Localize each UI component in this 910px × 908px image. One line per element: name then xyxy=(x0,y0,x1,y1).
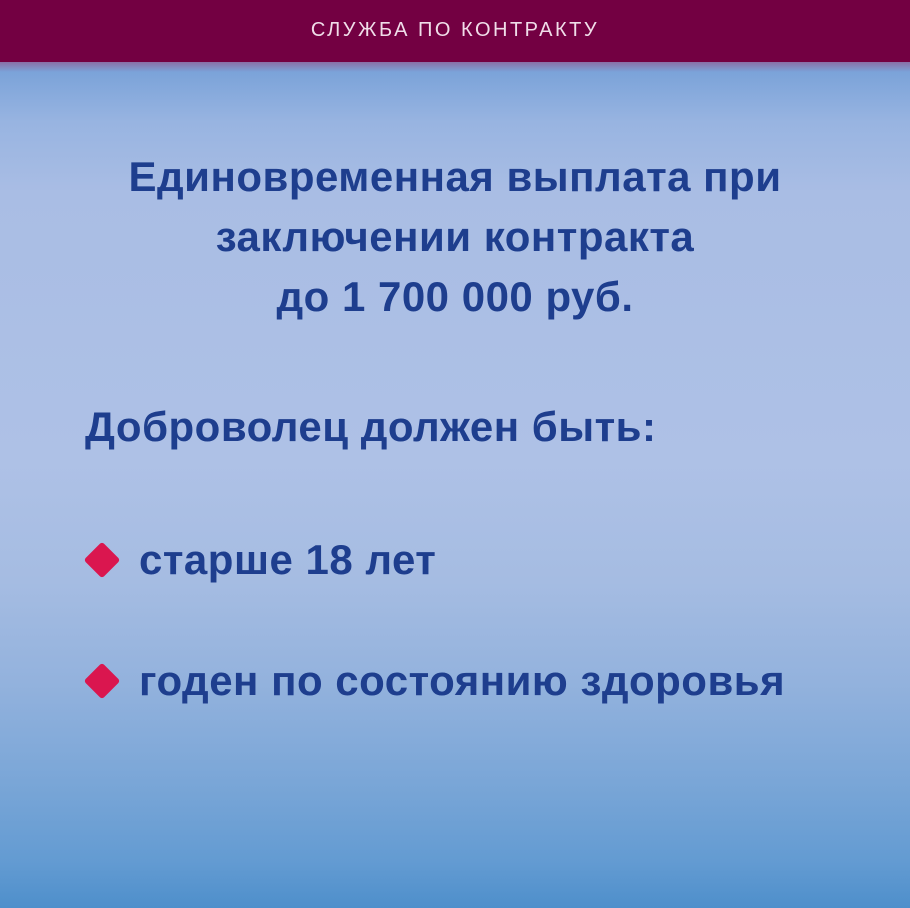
headline-line-3: до 1 700 000 руб. xyxy=(276,273,634,320)
header-title: СЛУЖБА ПО КОНТРАКТУ xyxy=(310,18,600,41)
header-bar xyxy=(0,0,910,62)
requirement-label: годен по состоянию здоровья xyxy=(139,657,786,704)
poster-body xyxy=(0,62,910,908)
headline-line-2: заключении контракта xyxy=(215,213,695,260)
headline xyxy=(0,147,910,327)
requirement-item-age xyxy=(83,536,436,584)
diamond-bullet-icon xyxy=(83,541,121,579)
headline-line-1: Единовременная выплата при xyxy=(128,153,782,200)
subheading: Доброволец должен быть: xyxy=(85,403,657,450)
requirement-item-health xyxy=(83,657,785,705)
diamond-shape xyxy=(84,542,121,579)
requirement-label: старше 18 лет xyxy=(139,536,437,583)
diamond-bullet-icon xyxy=(83,662,121,700)
diamond-shape xyxy=(84,663,121,700)
